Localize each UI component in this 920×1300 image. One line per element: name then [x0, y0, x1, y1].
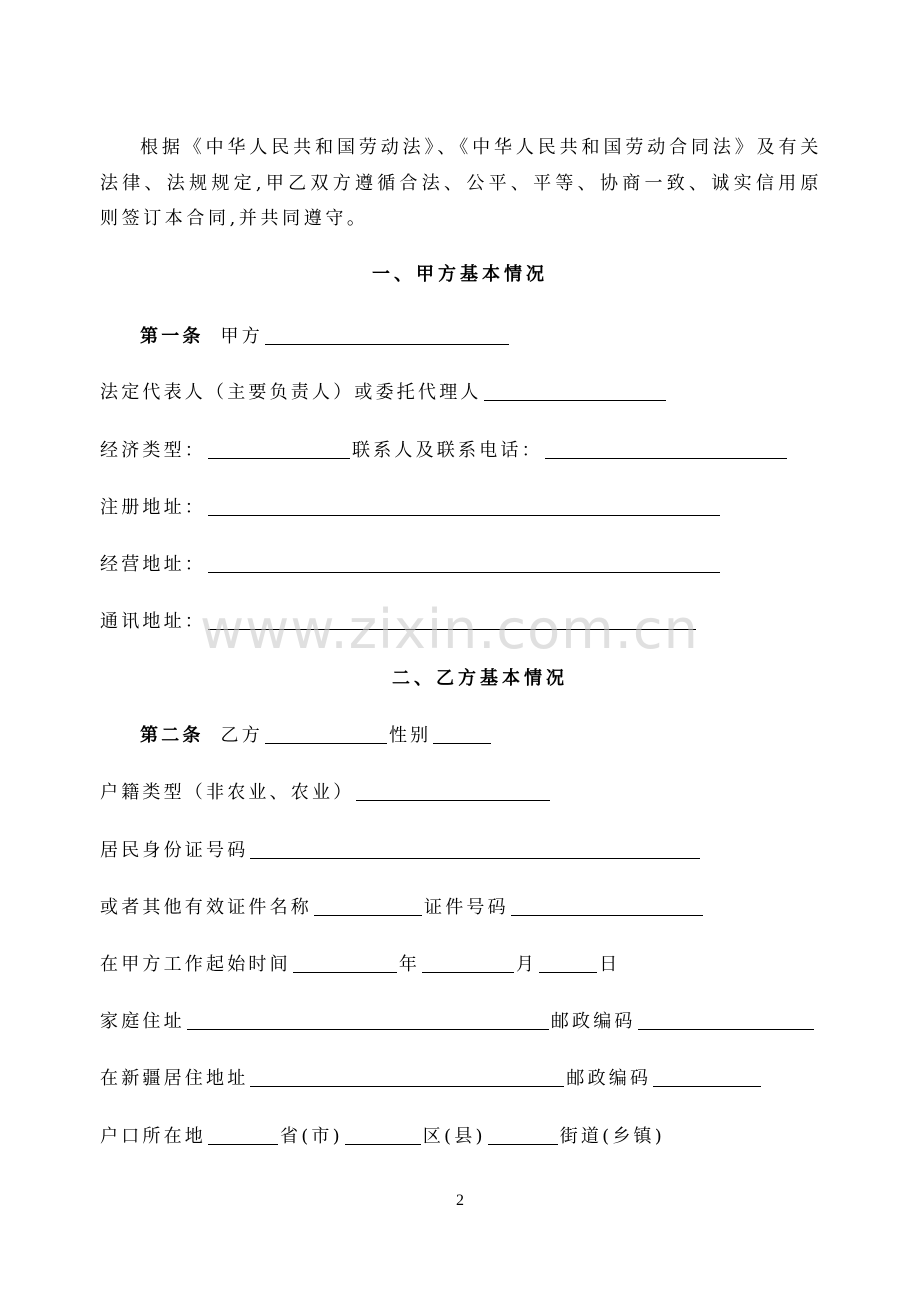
id-number-line: [100, 839, 702, 863]
party-b-label: 乙方: [220, 725, 263, 746]
gender-blank[interactable]: [433, 725, 491, 744]
party-a-label: 甲方: [220, 326, 263, 347]
postcode1-blank[interactable]: [638, 1011, 814, 1030]
district-blank[interactable]: [345, 1126, 421, 1145]
hukou-loc-label: 户口所在地: [100, 1126, 206, 1147]
home-address-blank[interactable]: [187, 1011, 549, 1030]
econ-type-line: [100, 439, 789, 463]
xj-address-line: [100, 1067, 763, 1091]
biz-address-blank[interactable]: [208, 554, 720, 573]
id-number-blank[interactable]: [250, 840, 700, 859]
legal-rep-line: [100, 381, 668, 405]
other-id-blank[interactable]: [314, 897, 422, 916]
reg-address-line: [100, 496, 722, 520]
month-label: 月: [516, 954, 538, 975]
mail-address-label: 通讯地址：: [100, 611, 206, 632]
year-blank[interactable]: [293, 954, 397, 973]
biz-address-label: 经营地址：: [100, 554, 206, 575]
province-blank[interactable]: [208, 1126, 278, 1145]
street-blank[interactable]: [488, 1126, 558, 1145]
street-label: 街道(乡镇): [559, 1126, 665, 1147]
district-label: 区(县): [422, 1126, 486, 1147]
econ-type-label: 经济类型：: [100, 440, 206, 461]
hukou-type-line: [100, 781, 552, 805]
hukou-type-label: 户籍类型（非农业、农业）: [100, 782, 355, 803]
legal-rep-label: 法定代表人（主要负责人）或委托代理人: [100, 382, 482, 403]
contact-blank[interactable]: [545, 440, 787, 459]
watermark: www.zixin.com.cn: [200, 598, 699, 661]
postcode1-label: 邮政编码: [550, 1011, 636, 1032]
reg-address-blank[interactable]: [208, 497, 720, 516]
hukou-loc-line: [100, 1125, 665, 1149]
year-label: 年: [398, 954, 421, 975]
biz-address-line: [100, 553, 722, 577]
legal-rep-blank[interactable]: [484, 382, 666, 401]
intro-paragraph: 根据《中华人民共和国劳动法》、《中华人民共和国劳动合同法》及有关法律、法规规定,甲乙双方遵循合法、公平、平等、协商一致、诚实信用原则签订本合同,并共同遵守。: [100, 137, 822, 229]
start-time-line: [100, 953, 620, 977]
article1-line: [140, 325, 511, 349]
article2-line: [140, 724, 493, 748]
article2-label: 第二条: [140, 725, 204, 746]
home-address-label: 家庭住址: [100, 1011, 185, 1032]
id-number-label: 居民身份证号码: [100, 840, 249, 861]
reg-address-label: 注册地址：: [100, 497, 206, 518]
econ-type-blank[interactable]: [208, 440, 350, 459]
xj-address-blank[interactable]: [250, 1068, 564, 1087]
other-id-label: 或者其他有效证件名称: [100, 897, 312, 918]
month-blank[interactable]: [422, 954, 514, 973]
postcode2-label: 邮政编码: [566, 1068, 652, 1089]
cert-number-blank[interactable]: [511, 897, 703, 916]
xj-address-label: 在新疆居住地址: [100, 1068, 249, 1089]
article1-label: 第一条: [140, 326, 204, 347]
contact-label: 联系人及联系电话：: [352, 440, 543, 461]
gender-label: 性别: [388, 725, 432, 746]
page-number: 2: [456, 1192, 464, 1209]
hukou-type-blank[interactable]: [356, 782, 550, 801]
day-blank[interactable]: [539, 954, 597, 973]
postcode2-blank[interactable]: [653, 1068, 761, 1087]
other-id-line: [100, 896, 705, 920]
party-a-blank[interactable]: [265, 326, 509, 345]
cert-number-label: 证件号码: [424, 897, 509, 918]
home-address-line: [100, 1010, 816, 1034]
section1-heading: 一、甲方基本情况: [372, 264, 548, 285]
day-label: 日: [599, 954, 621, 975]
party-b-blank[interactable]: [265, 725, 387, 744]
section2-heading: 二、乙方基本情况: [392, 668, 568, 689]
start-time-label: 在甲方工作起始时间: [100, 954, 291, 975]
province-label: 省(市): [280, 1126, 343, 1147]
